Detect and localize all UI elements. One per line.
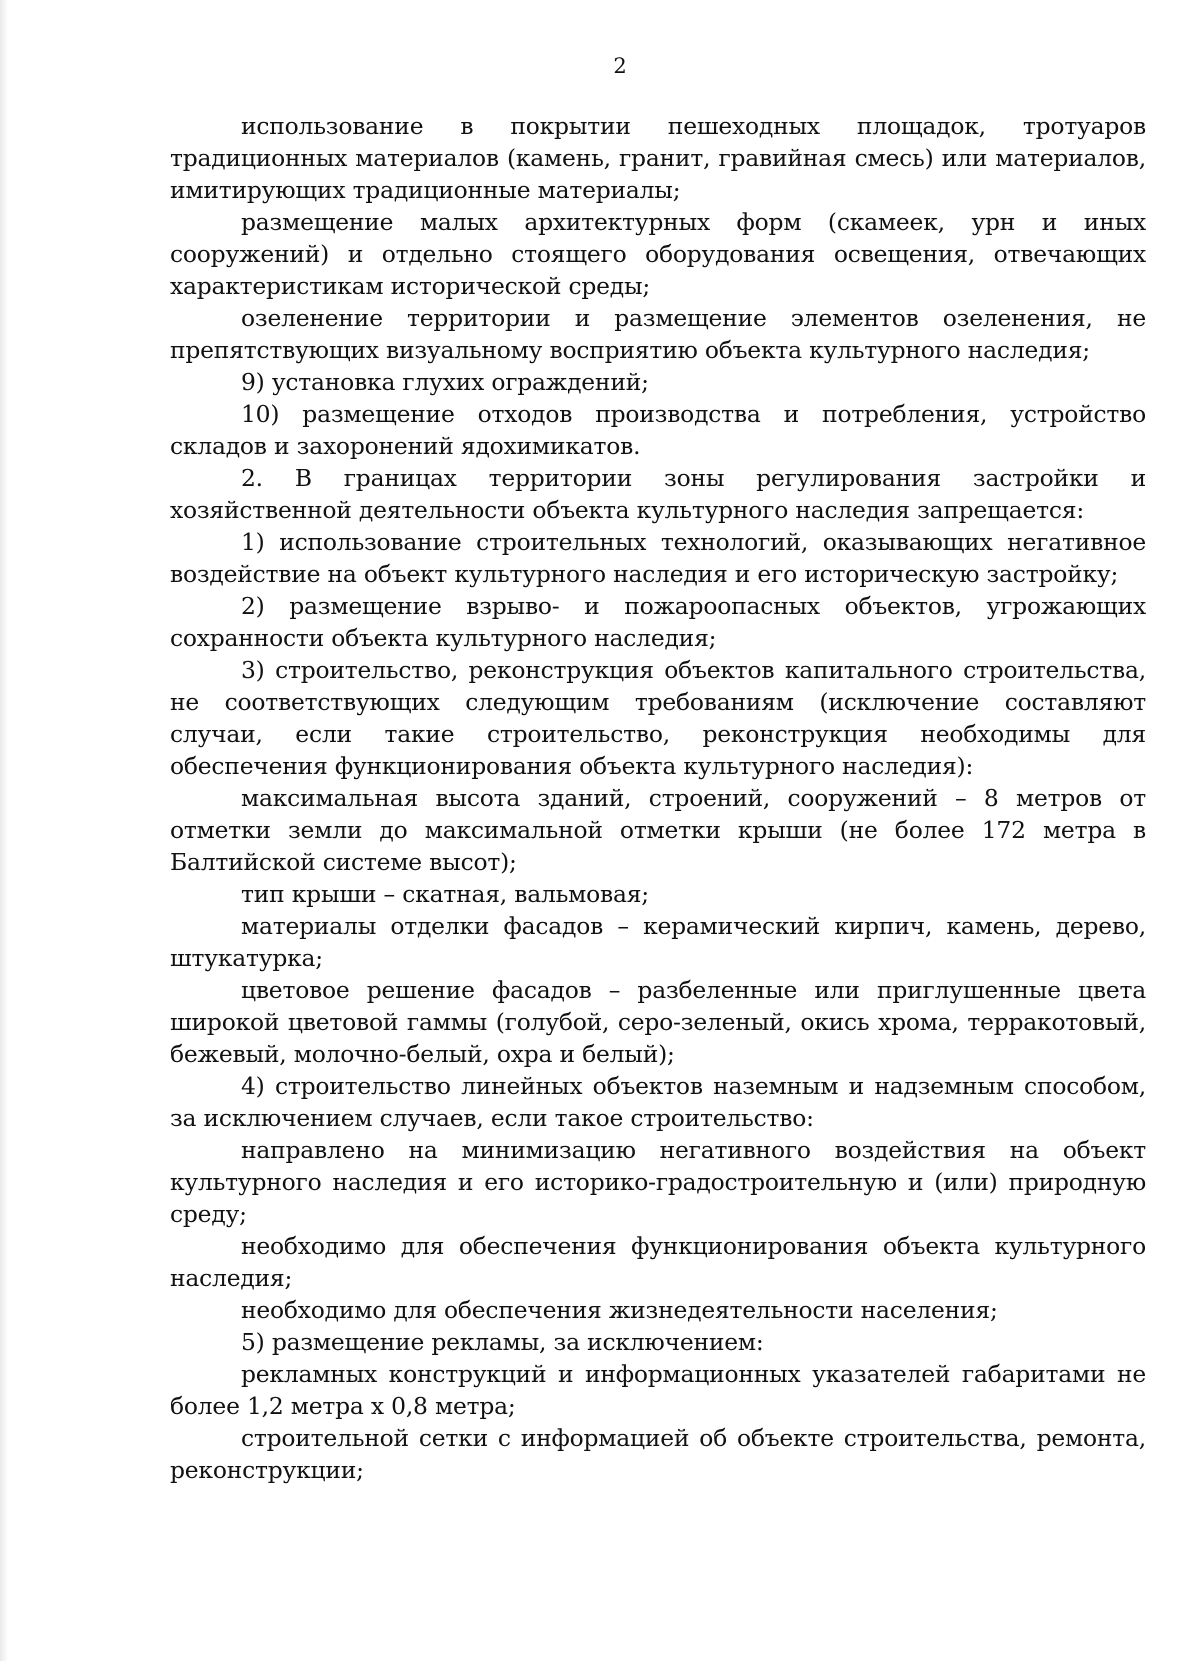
paragraph: 1) использование строительных технологий, оказывающих негативное воздействие на объект культурного наследия и его историческую застройку;: [170, 528, 1146, 588]
paragraph: необходимо для обеспечения жизнедеятельности населения;: [241, 1296, 998, 1324]
paragraph: 10) размещение отходов производства и потребления, устройство складов и захоронений ядохимикатов.: [170, 400, 1146, 460]
paragraph: 2) размещение взрыво- и пожароопасных объектов, угрожающих сохранности объекта культурного наследия;: [170, 592, 1146, 652]
paragraph: 4) строительство линейных объектов наземным и надземным способом, за исключением случаев, если такое строительство:: [170, 1072, 1146, 1132]
paragraph: направлено на минимизацию негативного воздействия на объект культурного наследия и его историко-градостроительную и (или) природную среду;: [170, 1136, 1146, 1228]
scan-edge: [0, 0, 8, 1661]
paragraph: 2. В границах территории зоны регулирования застройки и хозяйственной деятельности объекта культурного наследия запрещается:: [170, 464, 1146, 524]
paragraph: использование в покрытии пешеходных площадок, тротуаров традиционных материалов (камень, гранит, гравийная смесь) или материалов, имитирующих традиционные материалы;: [170, 112, 1146, 204]
paragraph: 3) строительство, реконструкция объектов капитального строительства, не соответствующих следующим требованиям (исключение составляют случаи, если такие строительство, реконструкция необходимы для обеспечения функционирования объекта культурного наследия):: [170, 656, 1146, 780]
paragraph: максимальная высота зданий, строений, сооружений – 8 метров от отметки земли до максимальной отметки крыши (не более 172 метра в Балтийской системе высот);: [170, 784, 1146, 876]
paragraph: необходимо для обеспечения функционирования объекта культурного наследия;: [170, 1232, 1146, 1292]
paragraph: тип крыши – скатная, вальмовая;: [241, 880, 649, 908]
paragraph: материалы отделки фасадов – керамический кирпич, камень, дерево, штукатурка;: [170, 912, 1146, 972]
paragraph: озеленение территории и размещение элементов озеленения, не препятствующих визуальному восприятию объекта культурного наследия;: [170, 304, 1146, 364]
page-number: 2: [613, 54, 627, 78]
paragraph: строительной сетки с информацией об объекте строительства, ремонта, реконструкции;: [170, 1424, 1146, 1484]
paragraph: размещение малых архитектурных форм (скамеек, урн и иных сооружений) и отдельно стоящего оборудования освещения, отвечающих характеристикам исторической среды;: [170, 208, 1146, 300]
document-body: [170, 110, 1146, 1486]
paragraph: цветовое решение фасадов – разбеленные или приглушенные цвета широкой цветовой гаммы (голубой, серо-зеленый, окись хрома, терракотовый, бежевый, молочно-белый, охра и белый);: [170, 976, 1146, 1068]
paragraph: 5) размещение рекламы, за исключением:: [241, 1328, 764, 1356]
paragraph: рекламных конструкций и информационных указателей габаритами не более 1,2 метра х 0,8 метра;: [170, 1360, 1146, 1420]
paragraph: 9) установка глухих ограждений;: [241, 368, 649, 396]
